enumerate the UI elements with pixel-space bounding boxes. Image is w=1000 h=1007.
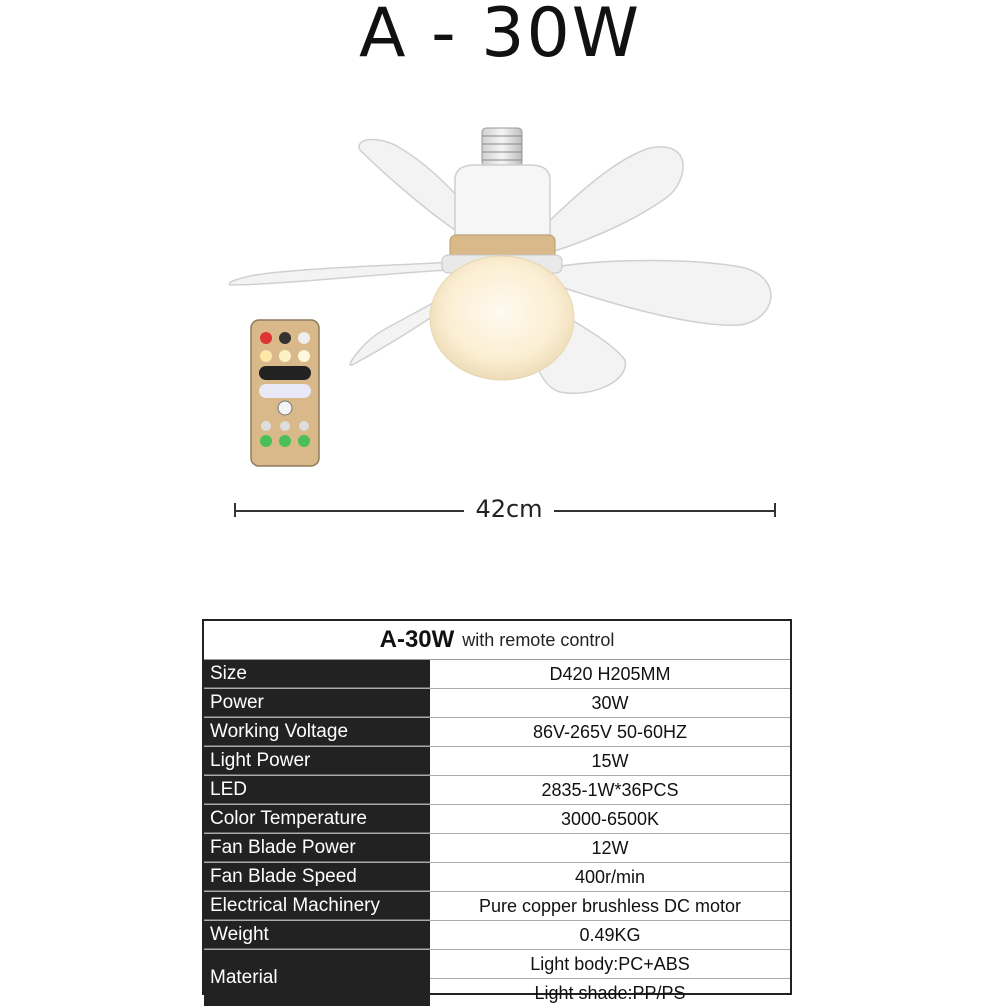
spec-value: 12W bbox=[591, 838, 629, 858]
spec-value: Light shade:PP/PS bbox=[534, 983, 686, 1003]
spec-subtitle: with remote control bbox=[462, 629, 615, 650]
spec-value: 2835-1W*36PCS bbox=[541, 780, 679, 800]
remote-control bbox=[251, 320, 319, 466]
spec-key: Weight bbox=[204, 921, 430, 949]
width-dimension bbox=[234, 497, 776, 525]
spec-key: Electrical Machinery bbox=[204, 892, 430, 920]
spec-table bbox=[202, 619, 792, 1003]
spec-row bbox=[204, 805, 790, 834]
spec-key: Fan Blade Speed bbox=[204, 863, 430, 891]
spec-key: LED bbox=[204, 776, 430, 804]
spec-key: Material bbox=[204, 950, 430, 1006]
dimension-label: 42cm bbox=[475, 495, 543, 523]
spec-header bbox=[204, 621, 790, 660]
spec-value: 0.49KG bbox=[579, 925, 641, 945]
spec-row bbox=[204, 863, 790, 892]
spec-row bbox=[204, 660, 790, 689]
spec-model: A-30W bbox=[379, 626, 455, 653]
page-title: A - 30W bbox=[358, 0, 642, 73]
spec-key: Size bbox=[204, 660, 430, 688]
spec-value: Pure copper brushless DC motor bbox=[478, 896, 742, 916]
spec-key: Working Voltage bbox=[204, 718, 430, 746]
spec-value: 86V-265V 50-60HZ bbox=[532, 722, 688, 742]
spec-row bbox=[204, 892, 790, 921]
spec-row-material bbox=[204, 950, 790, 1006]
spec-row bbox=[204, 747, 790, 776]
spec-value: D420 H205MM bbox=[549, 664, 671, 684]
spec-key: Power bbox=[204, 689, 430, 717]
spec-value: 30W bbox=[591, 693, 629, 713]
spec-row bbox=[204, 718, 790, 747]
spec-key: Light Power bbox=[204, 747, 430, 775]
bulb-socket bbox=[482, 128, 522, 166]
spec-value: Light body:PC+ABS bbox=[430, 950, 790, 979]
spec-row bbox=[204, 689, 790, 718]
light-bulb bbox=[430, 256, 574, 380]
spec-row bbox=[204, 834, 790, 863]
spec-row bbox=[204, 776, 790, 805]
spec-value: 15W bbox=[591, 751, 629, 771]
spec-key: Fan Blade Power bbox=[204, 834, 430, 862]
spec-key: Color Temperature bbox=[204, 805, 430, 833]
spec-value: 3000-6500K bbox=[560, 809, 660, 829]
spec-value: 400r/min bbox=[574, 867, 646, 887]
spec-row bbox=[204, 921, 790, 950]
